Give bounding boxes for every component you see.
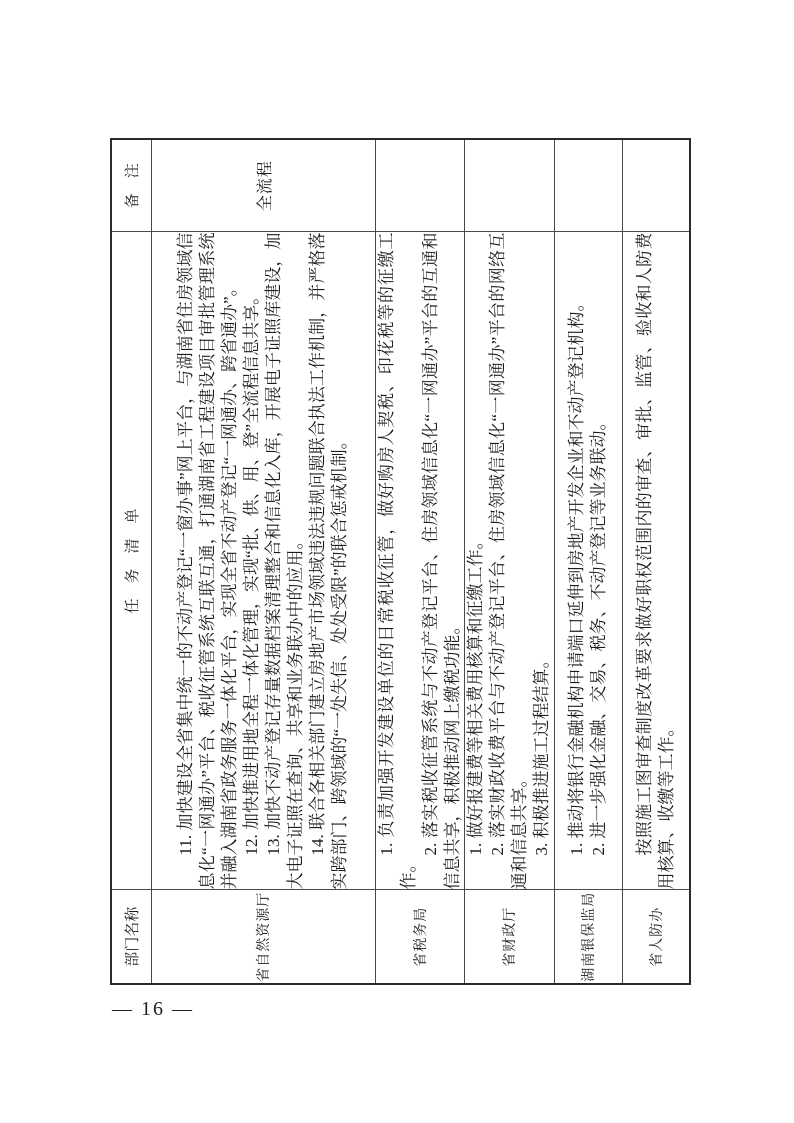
- table-row-civil-defense: [622, 139, 690, 984]
- header-remark: 备 注: [111, 139, 151, 232]
- department-cell: 省财政厅: [464, 890, 554, 984]
- remark-cell: [375, 139, 464, 232]
- task-item: 2. 落实财政收费平台与不动产登记平台、住房领域信息化“一网通办”平台的网络互通和信息共享。: [488, 232, 529, 890]
- remark-cell: 全流程: [151, 139, 375, 232]
- department-cell: 湖南银保监局: [554, 890, 622, 984]
- remark-cell: [554, 139, 622, 232]
- task-item: 11. 加快建设全省集中统一的不动产登记“一窗办事”网上平台，与湖南省住房领域信息化“一网通办”平台、税收征管系统互联互通，打通湖南省工程建设项目审批管理系统并融入湖南省政务服务一体化平台，实现全省不动产登记“一网通办、跨省通办”。: [176, 232, 239, 890]
- department-cell: 省税务局: [375, 890, 464, 984]
- tasks-cell: [554, 232, 622, 890]
- table-row-natural-resources: [151, 139, 375, 984]
- task-table-landscape: [110, 140, 688, 985]
- remark-cell: [622, 139, 690, 232]
- remark-cell: [464, 139, 554, 232]
- table-row-finance-dept: [464, 139, 554, 984]
- task-item: 按照施工图审查制度改革要求做好职权范围内的审查、审批、监管、验收和人防费用核算、收缴等工作。: [634, 232, 676, 890]
- table-row-banking-regulator: [554, 139, 622, 984]
- task-item: 2. 落实税收征管系统与不动产登记平台、住房领域信息化“一网通办”平台的互通和信息共享，积极推动网上缴税功能。: [420, 232, 462, 890]
- page-number: — 16 —: [112, 998, 194, 1020]
- task-item: 12. 加快推进用地全程一体化管理，实现“批、供、用、登”全流程信息共享。: [242, 287, 261, 856]
- tasks-cell: [375, 232, 464, 890]
- tasks-cell: [151, 232, 375, 890]
- tasks-cell: [464, 232, 554, 890]
- task-item: 2. 进一步强化金融、交易、税务、不动产登记等业务联动。: [589, 413, 608, 856]
- task-item: 13. 加快不动产登记存量数据档案清理整合和信息化入库，开展电子证照库建设，加大电子证照在查询、共享和业务联办中的应用。: [264, 232, 305, 890]
- table-header-row: [111, 139, 151, 984]
- header-department: 部门名称: [111, 890, 151, 984]
- task-item: 14. 联合各相关部门建立房地产市场领域违法违规问题联合执法工作机制，并严格落实跨部门、跨领域的“一处失信、处处受限”的联合惩戒机制。: [308, 232, 349, 890]
- rotated-table-container: [110, 140, 688, 985]
- task-item: 1. 负责加强开发建设单位的日常税收征管，做好购房人契税、印花税等的征缴工作。: [376, 232, 418, 890]
- table-row-tax-bureau: [375, 139, 464, 984]
- department-cell: 省自然资源厅: [151, 890, 375, 984]
- department-cell: 省人防办: [622, 890, 690, 984]
- task-item: 1. 做好报建费等相关费用核算和征缴工作。: [466, 532, 485, 856]
- tasks-cell: [622, 232, 690, 890]
- task-item: 3. 积极推进施工过程结算。: [532, 651, 551, 856]
- task-list-table: [110, 138, 691, 985]
- task-item: 1. 推动将银行金融机构申请端口延伸到房地产开发企业和不动产登记机构。: [567, 294, 586, 856]
- header-tasks: 任 务 清 单: [111, 232, 151, 890]
